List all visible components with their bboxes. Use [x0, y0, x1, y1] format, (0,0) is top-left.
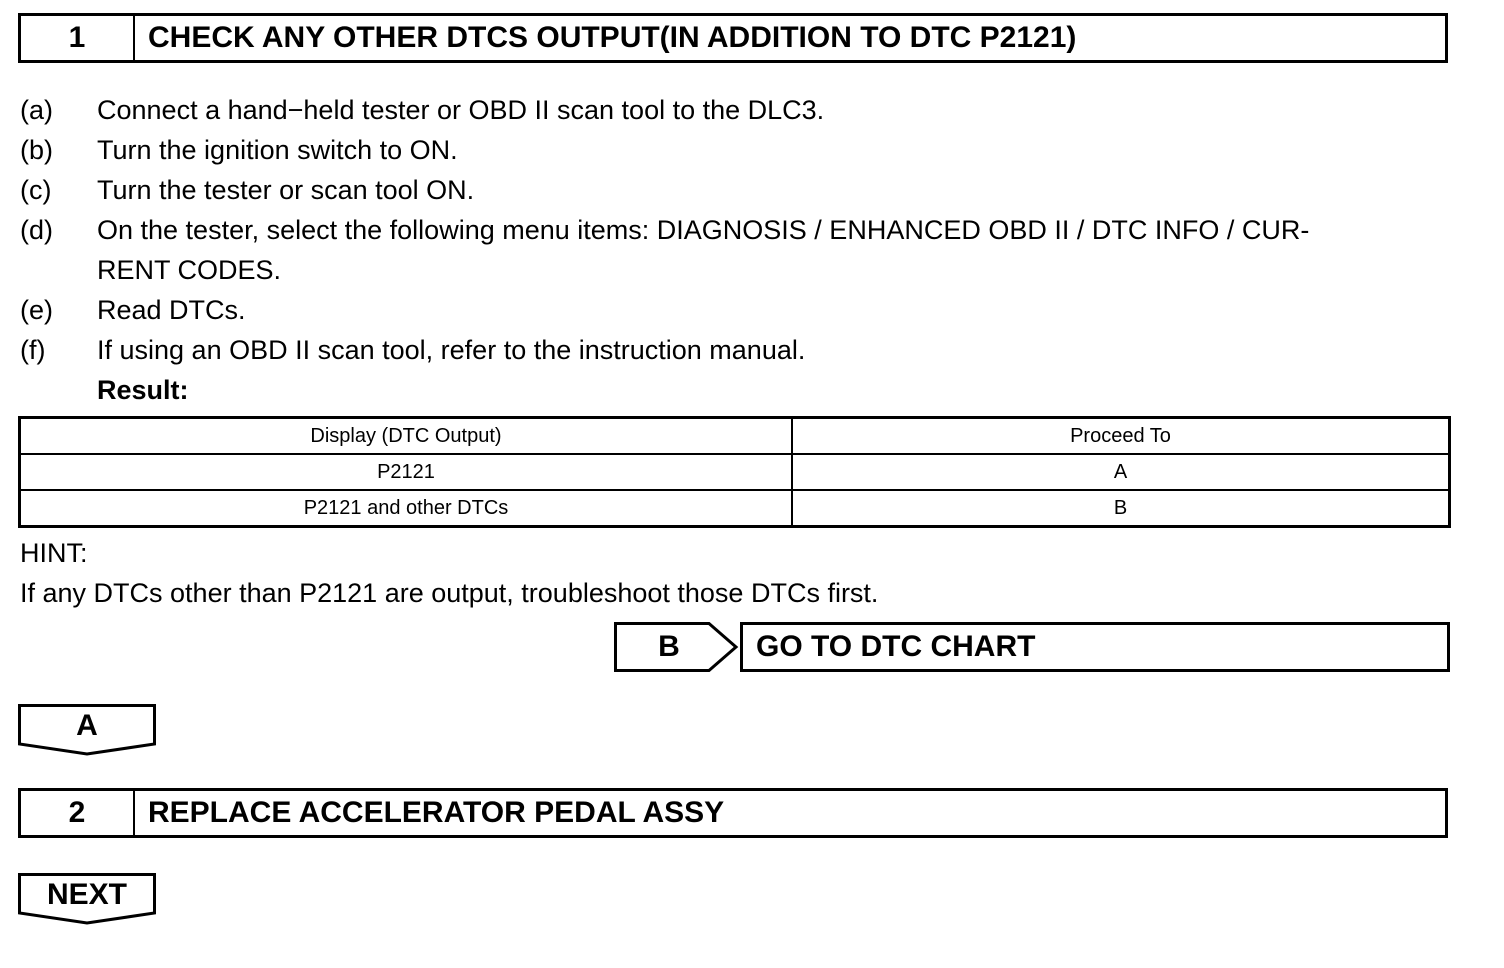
item-text: Turn the ignition switch to ON.: [97, 135, 458, 165]
item-label: (f): [20, 335, 46, 365]
go-to-dtc-chart-box: GO TO DTC CHART: [740, 622, 1450, 672]
item-label: (b): [20, 135, 53, 165]
table-row: [20, 454, 1450, 490]
item-label: (e): [20, 295, 53, 325]
item-text: Read DTCs.: [97, 295, 246, 325]
item-label: (d): [20, 215, 53, 245]
hint-label: HINT:: [20, 538, 88, 568]
table-cell: P2121 and other DTCs: [20, 490, 793, 527]
item-text: Turn the tester or scan tool ON.: [97, 175, 475, 205]
step-title: CHECK ANY OTHER DTCS OUTPUT(IN ADDITION TO DTC P2121): [148, 21, 1077, 54]
step-number: 1: [21, 16, 135, 60]
item-label: (c): [20, 175, 52, 205]
branch-b-tab: [614, 622, 739, 672]
step-title: REPLACE ACCELERATOR PEDAL ASSY: [148, 796, 725, 829]
branch-a-label: A: [76, 709, 98, 742]
column-header: Display (DTC Output): [20, 418, 793, 455]
table-cell: A: [792, 454, 1450, 490]
next-tab: [18, 873, 156, 925]
step-number: 2: [21, 791, 135, 835]
branch-a-tab: [18, 704, 156, 756]
table-cell: B: [792, 490, 1450, 527]
result-label: Result:: [97, 375, 189, 405]
item-text: If using an OBD II scan tool, refer to the instruction manual.: [97, 335, 806, 365]
column-header: Proceed To: [792, 418, 1450, 455]
step-2-header: [18, 788, 1448, 838]
branch-b-label: B: [658, 630, 680, 663]
next-label: NEXT: [46, 878, 127, 911]
item-text: Connect a hand−held tester or OBD II scan tool to the DLC3.: [97, 95, 825, 125]
item-text: On the tester, select the following menu items: DIAGNOSIS / ENHANCED OBD II / DTC INFO / CUR-: [97, 215, 1310, 245]
item-label: (a): [20, 95, 53, 125]
table-cell: P2121: [20, 454, 793, 490]
hint-text: If any DTCs other than P2121 are output, troubleshoot those DTCs first.: [20, 578, 879, 608]
table-header-row: [20, 418, 1450, 455]
table-row: [20, 490, 1450, 527]
item-text-continued: RENT CODES.: [97, 255, 282, 285]
step-1-header: [18, 13, 1448, 63]
result-table: [18, 416, 1451, 528]
